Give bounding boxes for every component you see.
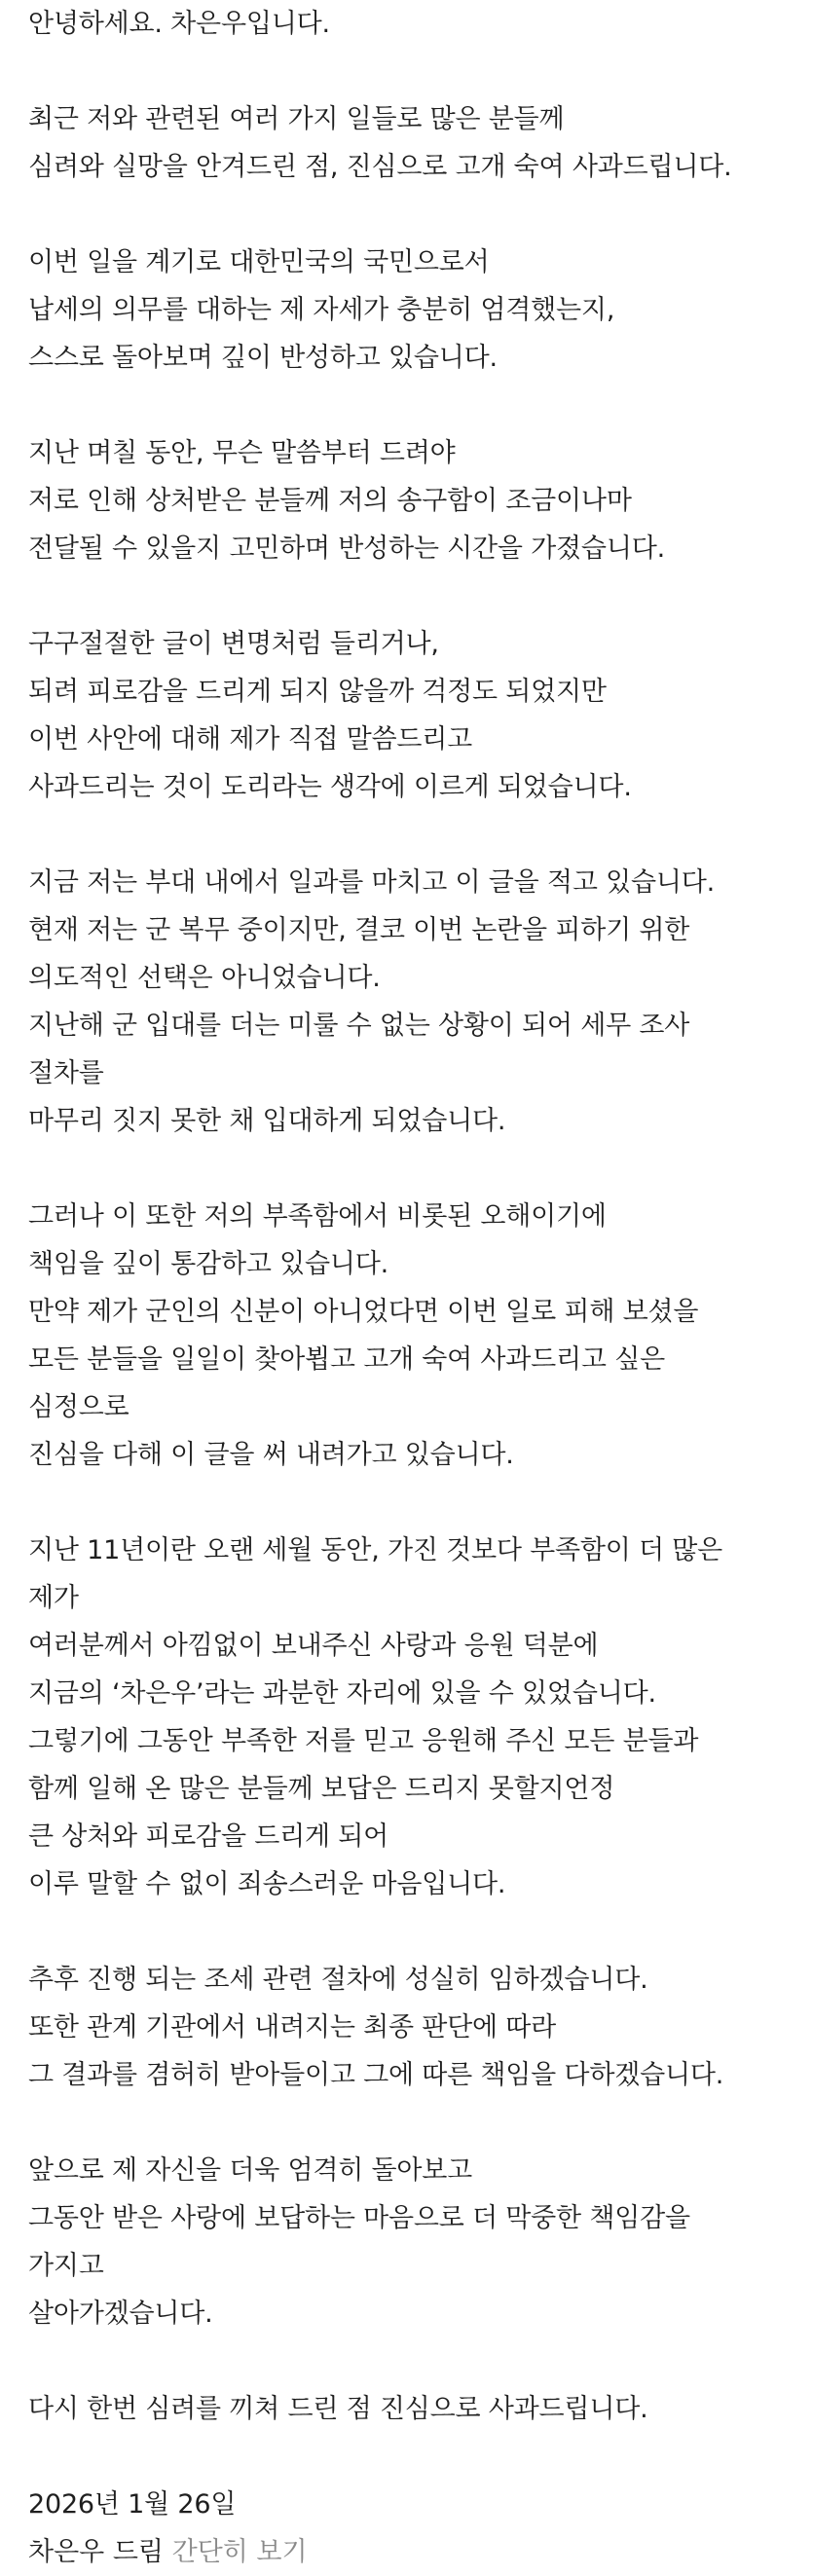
paragraph-10 <box>28 2385 807 2433</box>
signature-row <box>28 2528 807 2576</box>
text-line: 추후 진행 되는 조세 관련 절차에 성실히 임하겠습니다. <box>28 1965 648 1995</box>
paragraph-9 <box>28 2147 807 2337</box>
text-line: 절차를 <box>28 1058 104 1088</box>
text-line: 모든 분들을 일일이 찾아뵙고 고개 숙여 사과드리고 싶은 <box>28 1344 665 1375</box>
text-line: 살아가겠습니다. <box>28 2299 213 2329</box>
text-line: 구구절절한 글이 변명처럼 들리거나, <box>28 629 439 659</box>
paragraph-gap <box>28 191 807 239</box>
text-line: 심정으로 <box>28 1392 129 1422</box>
paragraph-4 <box>28 620 807 811</box>
text-line: 책임을 깊이 통감하고 있습니다. <box>28 1249 388 1279</box>
paragraph-gap <box>28 382 807 429</box>
text-line: 또한 관계 기관에서 내려지는 최종 판단에 따라 <box>28 2012 557 2042</box>
paragraph-gap <box>28 572 807 620</box>
paragraph-gap <box>28 1145 807 1193</box>
text-line: 이번 일을 계기로 대한민국의 국민으로서 <box>28 247 490 277</box>
greeting-paragraph <box>28 0 807 48</box>
paragraph-gap <box>28 811 807 859</box>
greeting-line: 안녕하세요. 차은우입니다. <box>28 9 330 39</box>
text-line: 마무리 짓지 못한 채 입대하게 되었습니다. <box>28 1106 506 1136</box>
paragraph-gap <box>28 1479 807 1527</box>
text-line: 그 결과를 겸허히 받아들이고 그에 따른 책임을 다하겠습니다. <box>28 2060 724 2090</box>
text-line: 지난 11년이란 오랜 세월 동안, 가진 것보다 부족함이 더 많은 <box>28 1535 723 1565</box>
text-line: 지난 며칠 동안, 무슨 말씀부터 드려야 <box>28 438 456 468</box>
text-line: 앞으로 제 자신을 더욱 엄격히 돌아보고 <box>28 2155 473 2186</box>
text-line: 되려 피로감을 드리게 되지 않을까 걱정도 되었지만 <box>28 677 607 707</box>
paragraph-8 <box>28 1956 807 2099</box>
text-line: 가지고 <box>28 2251 104 2281</box>
paragraph-2 <box>28 239 807 382</box>
paragraph-gap <box>28 2337 807 2385</box>
text-line: 함께 일해 온 많은 분들께 보답은 드리지 못할지언정 <box>28 1774 615 1804</box>
text-line: 심려와 실망을 안겨드린 점, 진심으로 고개 숙여 사과드립니다. <box>28 152 732 182</box>
text-line: 지난해 군 입대를 더는 미룰 수 없는 상황이 되어 세무 조사 <box>28 1011 690 1041</box>
text-line: 이번 사안에 대해 제가 직접 말씀드리고 <box>28 724 473 754</box>
text-line: 저로 인해 상처받은 분들께 저의 송구함이 조금이나마 <box>28 486 632 516</box>
text-line: 최근 저와 관련된 여러 가지 일들로 많은 분들께 <box>28 104 565 134</box>
paragraph-gap <box>28 2433 807 2481</box>
post-body <box>28 0 807 2576</box>
text-line: 현재 저는 군 복무 중이지만, 결코 이번 논란을 피하기 위한 <box>28 915 690 945</box>
text-line: 진심을 다해 이 글을 써 내려가고 있습니다. <box>28 1440 514 1470</box>
text-line: 지금의 ‘차은우’라는 과분한 자리에 있을 수 있었습니다. <box>28 1678 656 1709</box>
text-line: 전달될 수 있을지 고민하며 반성하는 시간을 가졌습니다. <box>28 534 665 564</box>
text-line: 납세의 의무를 대하는 제 자세가 충분히 엄격했는지, <box>28 295 615 325</box>
signature: 차은우 드림 <box>28 2537 172 2567</box>
paragraph-6 <box>28 1193 807 1479</box>
text-line: 제가 <box>28 1583 79 1613</box>
paragraph-1 <box>28 95 807 191</box>
text-line: 그렇기에 그동안 부족한 저를 믿고 응원해 주신 모든 분들과 <box>28 1726 699 1756</box>
text-line: 그러나 이 또한 저의 부족함에서 비롯된 오해이기에 <box>28 1201 607 1232</box>
paragraph-gap <box>28 1908 807 1956</box>
paragraph-gap <box>28 48 807 95</box>
paragraph-7 <box>28 1527 807 1908</box>
text-line: 이루 말할 수 없이 죄송스러운 마음입니다. <box>28 1869 506 1899</box>
paragraph-gap <box>28 2099 807 2147</box>
text-line: 여러분께서 아낌없이 보내주신 사랑과 응원 덕분에 <box>28 1631 599 1661</box>
text-line: 다시 한번 심려를 끼쳐 드린 점 진심으로 사과드립니다. <box>28 2394 648 2424</box>
text-line: 그동안 받은 사랑에 보답하는 마음으로 더 막중한 책임감을 <box>28 2203 690 2233</box>
closing-paragraph <box>28 2481 807 2576</box>
paragraph-5 <box>28 859 807 1145</box>
paragraph-3 <box>28 429 807 572</box>
post-date: 2026년 1월 26일 <box>28 2489 237 2520</box>
text-line: 스스로 돌아보며 깊이 반성하고 있습니다. <box>28 343 498 373</box>
collapse-link[interactable]: 간단히 보기 <box>171 2537 308 2567</box>
text-line: 큰 상처와 피로감을 드리게 되어 <box>28 1822 388 1852</box>
text-line: 지금 저는 부대 내에서 일과를 마치고 이 글을 적고 있습니다. <box>28 867 715 898</box>
text-line: 의도적인 선택은 아니었습니다. <box>28 963 381 993</box>
text-line: 만약 제가 군인의 신분이 아니었다면 이번 일로 피해 보셨을 <box>28 1297 699 1327</box>
text-line: 사과드리는 것이 도리라는 생각에 이르게 되었습니다. <box>28 772 632 802</box>
